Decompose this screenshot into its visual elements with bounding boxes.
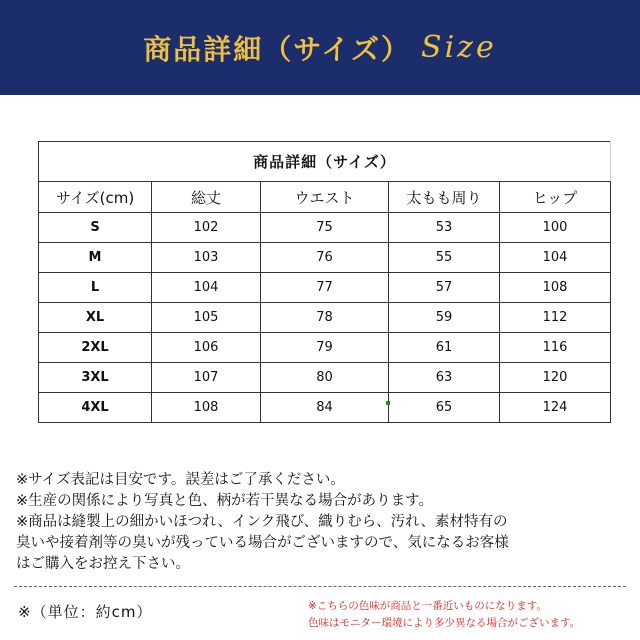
size-cell: S	[39, 213, 152, 243]
size-table-container	[38, 141, 610, 423]
size-cell: L	[39, 273, 152, 303]
thigh-cell: 55	[389, 243, 500, 273]
table-header-row	[39, 182, 611, 213]
hip-cell: 120	[500, 363, 611, 393]
notes-block	[16, 470, 631, 575]
header-hip: ヒップ	[500, 182, 611, 213]
length-cell: 108	[152, 393, 261, 423]
color-disclaimer	[308, 598, 638, 632]
header-thigh: 太もも周り	[389, 182, 500, 213]
thigh-cell: 53	[389, 213, 500, 243]
table-row	[39, 213, 611, 243]
thigh-cell: 63	[389, 363, 500, 393]
length-cell: 102	[152, 213, 261, 243]
thigh-cell: 59	[389, 303, 500, 333]
length-cell: 105	[152, 303, 261, 333]
size-cell: M	[39, 243, 152, 273]
waist-cell: 78	[261, 303, 389, 333]
note-line: はご購入をお控え下さい。	[16, 556, 190, 572]
waist-cell: 80	[261, 363, 389, 393]
thigh-cell: 57	[389, 273, 500, 303]
banner-script-size: Size	[421, 30, 497, 65]
table-row	[39, 333, 611, 363]
hip-cell: 116	[500, 333, 611, 363]
hip-cell: 112	[500, 303, 611, 333]
dashed-divider	[14, 586, 626, 587]
disclaimer-line: ※こちらの色味が商品と一番近いものになります。	[308, 600, 547, 612]
table-row	[39, 273, 611, 303]
header-waist: ウエスト	[261, 182, 389, 213]
note-line: ※サイズ表記は目安です。誤差はご了承ください。	[16, 472, 345, 488]
header-size: サイズ(cm)	[39, 182, 152, 213]
note-line: ※生産の関係により写真と色、柄が若干異なる場合があります。	[16, 493, 433, 509]
hip-cell: 124	[500, 393, 611, 423]
length-cell: 103	[152, 243, 261, 273]
green-corner-mark	[386, 401, 390, 405]
size-cell: 3XL	[39, 363, 152, 393]
unit-note: ※（単位：約cm）	[18, 603, 153, 621]
thigh-cell: 61	[389, 333, 500, 363]
table-row	[39, 243, 611, 273]
banner-title: 商品詳細（サイズ）	[143, 32, 412, 66]
size-cell: 4XL	[39, 393, 152, 423]
header-length: 総丈	[152, 182, 261, 213]
table-row	[39, 363, 611, 393]
waist-cell: 76	[261, 243, 389, 273]
table-row	[39, 393, 611, 423]
hip-cell: 100	[500, 213, 611, 243]
header-banner	[0, 0, 640, 95]
hip-cell: 108	[500, 273, 611, 303]
hip-cell: 104	[500, 243, 611, 273]
length-cell: 106	[152, 333, 261, 363]
size-table	[38, 141, 611, 423]
length-cell: 104	[152, 273, 261, 303]
size-cell: 2XL	[39, 333, 152, 363]
note-line: 臭いや接着剤等の臭いが残っている場合がございますので、気になるお客様	[16, 535, 509, 551]
length-cell: 107	[152, 363, 261, 393]
waist-cell: 75	[261, 213, 389, 243]
thigh-cell: 65	[389, 393, 500, 423]
waist-cell: 77	[261, 273, 389, 303]
table-caption: 商品詳細（サイズ）	[39, 142, 611, 182]
waist-cell: 79	[261, 333, 389, 363]
waist-cell: 84	[261, 393, 389, 423]
note-line: ※商品は縫製上の細かいほつれ、インク飛び、織りむら、汚れ、素材特有の	[16, 514, 508, 530]
disclaimer-line: 色味はモニター環境により多少異なる場合がございます。	[308, 617, 581, 629]
size-cell: XL	[39, 303, 152, 333]
table-row	[39, 303, 611, 333]
